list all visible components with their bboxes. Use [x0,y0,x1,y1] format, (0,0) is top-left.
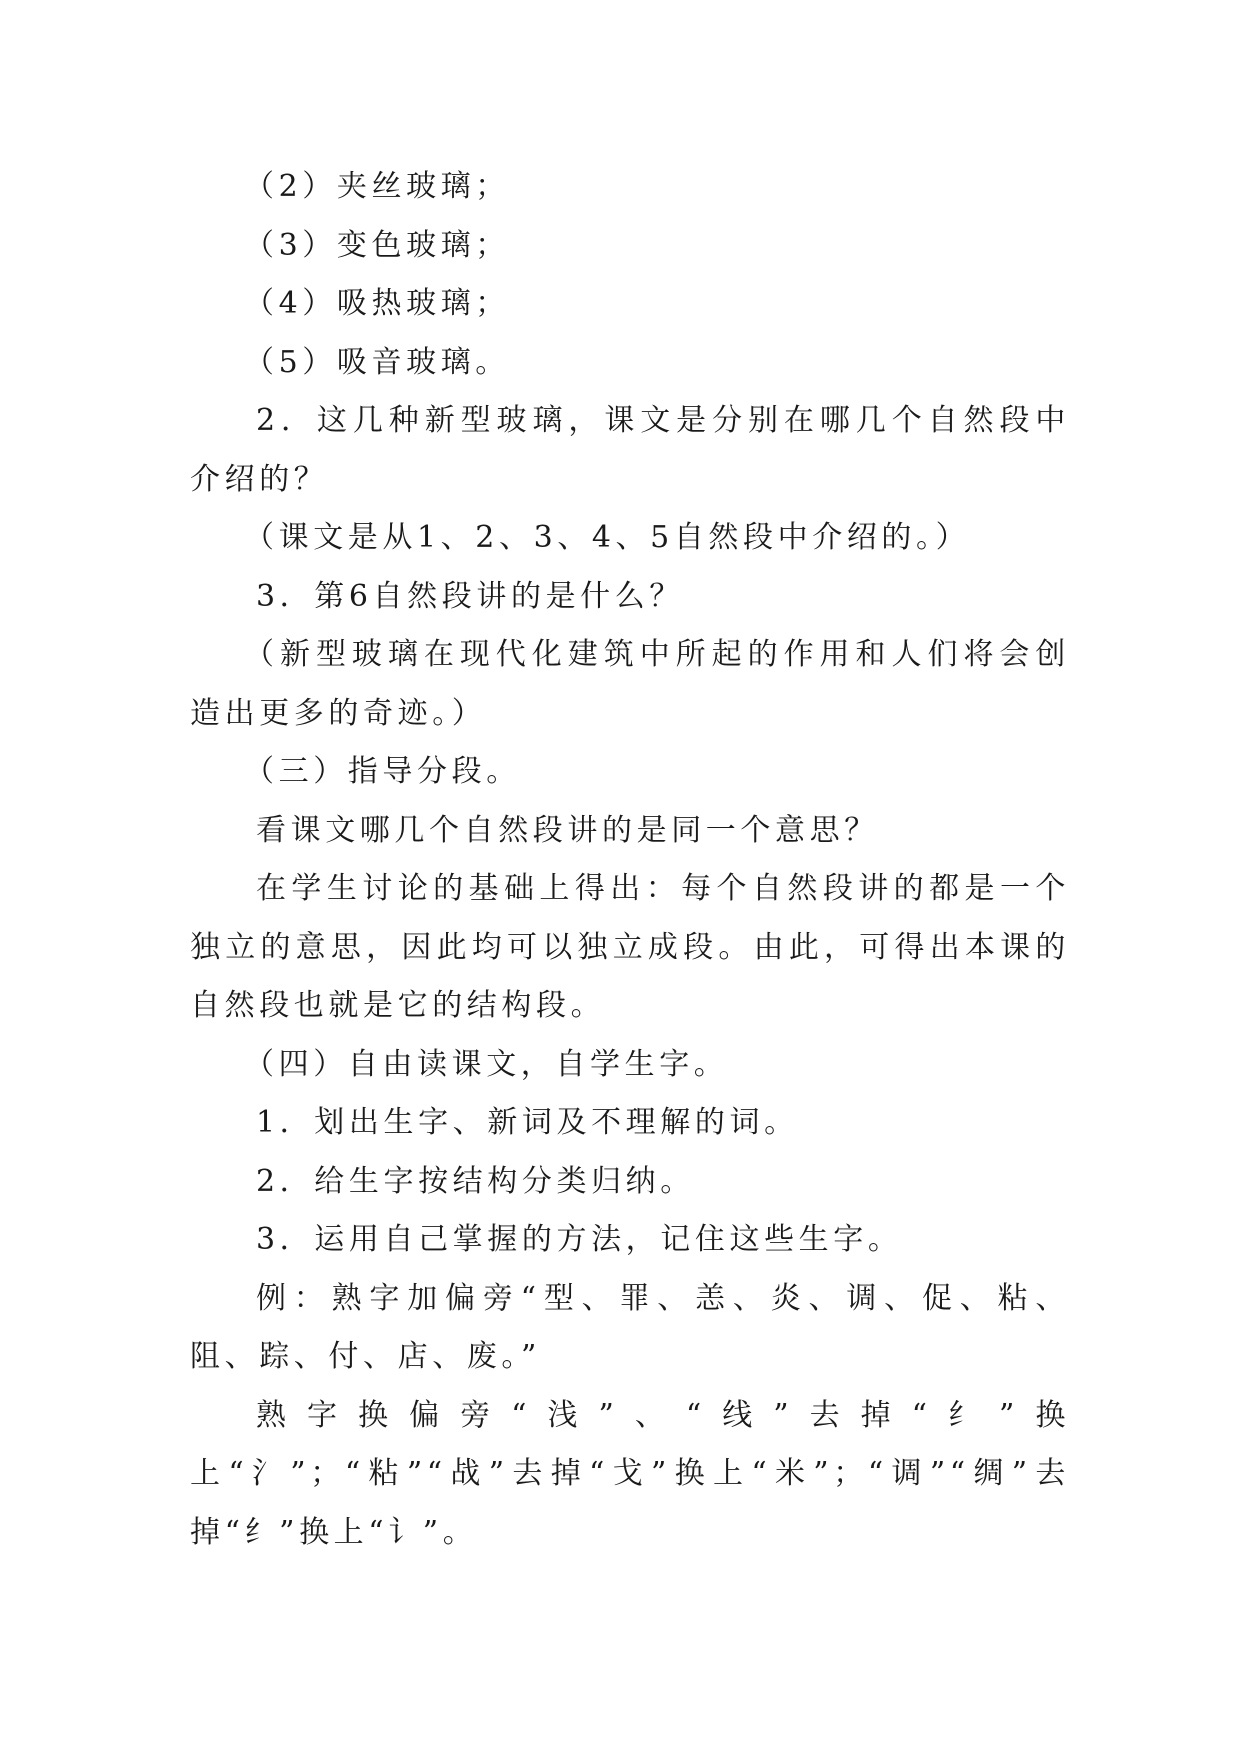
question-3: 3．第6自然段讲的是什么？ [256,578,684,614]
document-body [190,158,1070,1562]
section-heading-3: （三）指导分段。 [244,754,521,789]
question-2: 2．这几种新型玻璃，课文是分别在哪几个自然段中介绍的？ [190,403,1070,497]
answer-3: （新型玻璃在现代化建筑中所起的作用和人们将会创造出更多的奇迹。） [190,637,1070,731]
paragraph-conclusion: 在学生讨论的基础上得出：每个自然段讲的都是一个独立的意思，因此均可以独立成段。由此，可得出本课的自然段也就是它的结构段。 [190,871,1070,1023]
item-photochromic-glass: （3）变色玻璃； [244,227,510,263]
item-sound-absorbing-glass: （5）吸音玻璃。 [244,344,510,380]
item-laminated-glass: （2）夹丝玻璃； [244,169,510,204]
item-heat-absorbing-glass: （4）吸热玻璃； [244,286,510,321]
section-heading-4: （四）自由读课文，自学生字。 [244,1046,729,1082]
example-change-radical: 熟字换偏旁“浅”、“线”去掉“纟”换上“氵”；“粘”“战”去掉“戈”换上“米”；“调”“绸”去掉“纟”换上“讠”。 [190,1397,1070,1550]
paragraph-question: 看课文哪几个自然段讲的是同一个意思？ [256,812,879,848]
answer-2: （课文是从1、2、3、4、5自然段中介绍的。） [244,520,971,555]
example-add-radical: 例：熟字加偏旁“型、罪、恙、炎、调、促、粘、阻、踪、付、店、废。” [190,1280,1070,1374]
step-1: 1．划出生字、新词及不理解的词。 [256,1105,799,1140]
step-2: 2．给生字按结构分类归纳。 [256,1163,695,1199]
step-3: 3．运用自己掌握的方法，记住这些生字。 [256,1222,903,1257]
